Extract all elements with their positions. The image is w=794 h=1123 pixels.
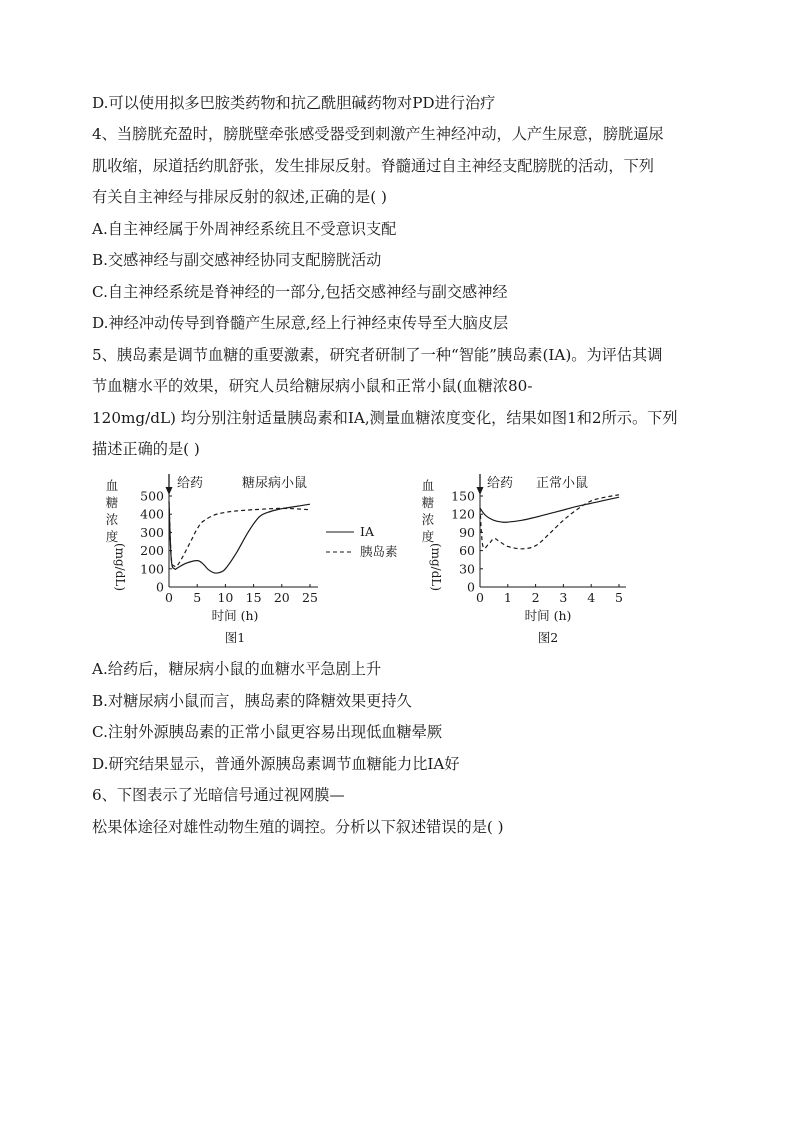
fig2-ylabel-char: 度 xyxy=(421,529,435,544)
question4-option-c: C.自主神经系统是脊神经的一部分,包括交感神经与副交感神经 xyxy=(92,283,508,301)
fig1-legend-insulin: 胰岛素 xyxy=(360,544,398,559)
question5-option-b: B.对糖尿病小鼠而言，胰岛素的降糖效果更持久 xyxy=(92,692,412,710)
question4-stem-line1: 4、当膀胱充盈时，膀胱壁牵张感受器受到刺激产生神经冲动，人产生尿意，膀胱逼尿 xyxy=(92,125,664,143)
fig1-yticks xyxy=(140,489,172,595)
figure-1-chart xyxy=(92,464,412,650)
fig2-ylabel-char: 糖 xyxy=(421,495,435,510)
fig2-series xyxy=(480,495,619,549)
fig1-xtick-label: 20 xyxy=(273,590,290,605)
question3-option-d: D.可以使用拟多巴胺类药物和抗乙酰胆碱药物对PD进行治疗 xyxy=(92,94,496,112)
question5-stem-line4: 描述正确的是( ) xyxy=(92,440,200,458)
question4-stem-line3: 有关自主神经与排尿反射的叙述,正确的是( ) xyxy=(92,188,387,206)
question4-option-b: B.交感神经与副交感神经协同支配膀胱活动 xyxy=(92,251,382,269)
figure-2-chart xyxy=(418,464,638,650)
fig2-ytick-label: 120 xyxy=(451,506,475,522)
fig1-series-insulin xyxy=(169,502,310,567)
fig2-xlabel: 时间 (h) xyxy=(524,608,572,623)
fig1-ylabel-char: 糖 xyxy=(105,495,119,510)
fig1-series xyxy=(169,502,310,574)
fig1-xtick-label: 10 xyxy=(217,590,234,605)
question5-stem-line2: 节血糖水平的效果，研究人员给糖尿病小鼠和正常小鼠(血糖浓80- xyxy=(92,377,533,395)
fig2-caption: 图2 xyxy=(537,630,559,645)
question4-option-d: D.神经冲动传导到脊髓产生尿意,经上行神经束传导至大脑皮层 xyxy=(92,314,509,332)
fig1-ytick-label: 0 xyxy=(156,579,164,595)
fig1-caption: 图1 xyxy=(224,630,246,645)
fig2-ytick-label: 150 xyxy=(451,488,475,504)
fig2-ytick-label: 30 xyxy=(459,561,475,577)
question5-stem-line1: 5、胰岛素是调节血糖的重要激素，研究者研制了一种“智能”胰岛素(IA)。为评估其调 xyxy=(92,346,663,364)
fig1-xlabel: 时间 (h) xyxy=(211,608,259,623)
fig1-dose-arrow-head xyxy=(166,487,173,495)
question6-stem-line1: 6、下图表示了光暗信号通过视网膜— xyxy=(92,786,345,804)
fig2-series-ia xyxy=(480,497,619,522)
fig1-legend-ia: IA xyxy=(360,524,374,539)
fig2-ylabel-char: 浓 xyxy=(421,512,435,527)
fig1-xtick-label: 25 xyxy=(302,590,318,605)
fig1-subtitle: 糖尿病小鼠 xyxy=(242,476,308,491)
fig1-dose-marker xyxy=(166,474,173,495)
fig1-ylabel-unit: (mg/dL) xyxy=(113,542,127,592)
fig2-ylabel xyxy=(422,478,443,591)
fig1-xtick-label: 5 xyxy=(193,590,202,605)
question5-stem-line3: 120mg/dL) 均分别注射适量胰岛素和IA,测量血糖浓度变化，结果如图1和2所示。下列 xyxy=(92,409,678,427)
fig1-ytick-label: 500 xyxy=(140,488,164,504)
question5-option-c: C.注射外源胰岛素的正常小鼠更容易出现低血糖晕厥 xyxy=(92,723,443,741)
fig2-ytick-label: 60 xyxy=(459,543,475,559)
fig1-ylabel-char: 浓 xyxy=(105,512,119,527)
fig2-dose-label: 给药 xyxy=(487,476,514,491)
fig2-ylabel-unit: (mg/dL) xyxy=(429,542,443,592)
fig2-xtick-label: 0 xyxy=(476,590,484,605)
fig2-dose-marker xyxy=(477,474,484,495)
fig1-xtick-label: 15 xyxy=(245,590,262,605)
fig1-ytick-label: 200 xyxy=(140,543,164,559)
fig2-subtitle: 正常小鼠 xyxy=(536,476,589,491)
fig1-ytick-label: 300 xyxy=(140,524,164,540)
question5-option-d: D.研究结果显示，普通外源胰岛素调节血糖能力比IA好 xyxy=(92,755,460,773)
fig2-dose-arrow-head xyxy=(477,487,484,495)
fig1-xtick-label: 0 xyxy=(165,590,173,605)
fig1-ylabel xyxy=(106,478,127,591)
fig2-xtick-label: 2 xyxy=(531,590,540,605)
fig2-xtick-label: 5 xyxy=(615,590,623,605)
fig1-ytick-label: 400 xyxy=(140,506,164,522)
fig1-dose-label: 给药 xyxy=(177,476,204,491)
fig2-xtick-label: 3 xyxy=(559,590,568,605)
fig2-ytick-label: 0 xyxy=(467,579,475,595)
fig1-ytick-label: 100 xyxy=(140,561,164,577)
fig2-axes xyxy=(480,491,626,587)
question6-stem-line2: 松果体途径对雄性动物生殖的调控。分析以下叙述错误的是( ) xyxy=(92,818,504,836)
fig1-series-ia xyxy=(169,502,310,574)
question5-option-a: A.给药后，糖尿病小鼠的血糖水平急剧上升 xyxy=(92,660,382,678)
fig2-ytick-label: 90 xyxy=(459,524,475,540)
fig1-ylabel-char: 血 xyxy=(105,478,119,493)
fig2-xtick-label: 4 xyxy=(587,590,596,605)
question4-option-a: A.自主神经属于外周神经系统且不受意识支配 xyxy=(92,220,397,238)
fig1-ylabel-char: 度 xyxy=(105,529,119,544)
fig2-ylabel-char: 血 xyxy=(421,478,435,493)
fig2-yticks xyxy=(451,489,483,595)
question4-stem-line2: 肌收缩，尿道括约肌舒张，发生排尿反射。脊髓通过自主神经支配膀胱的活动，下列 xyxy=(92,157,654,175)
fig2-xtick-label: 1 xyxy=(503,590,512,605)
